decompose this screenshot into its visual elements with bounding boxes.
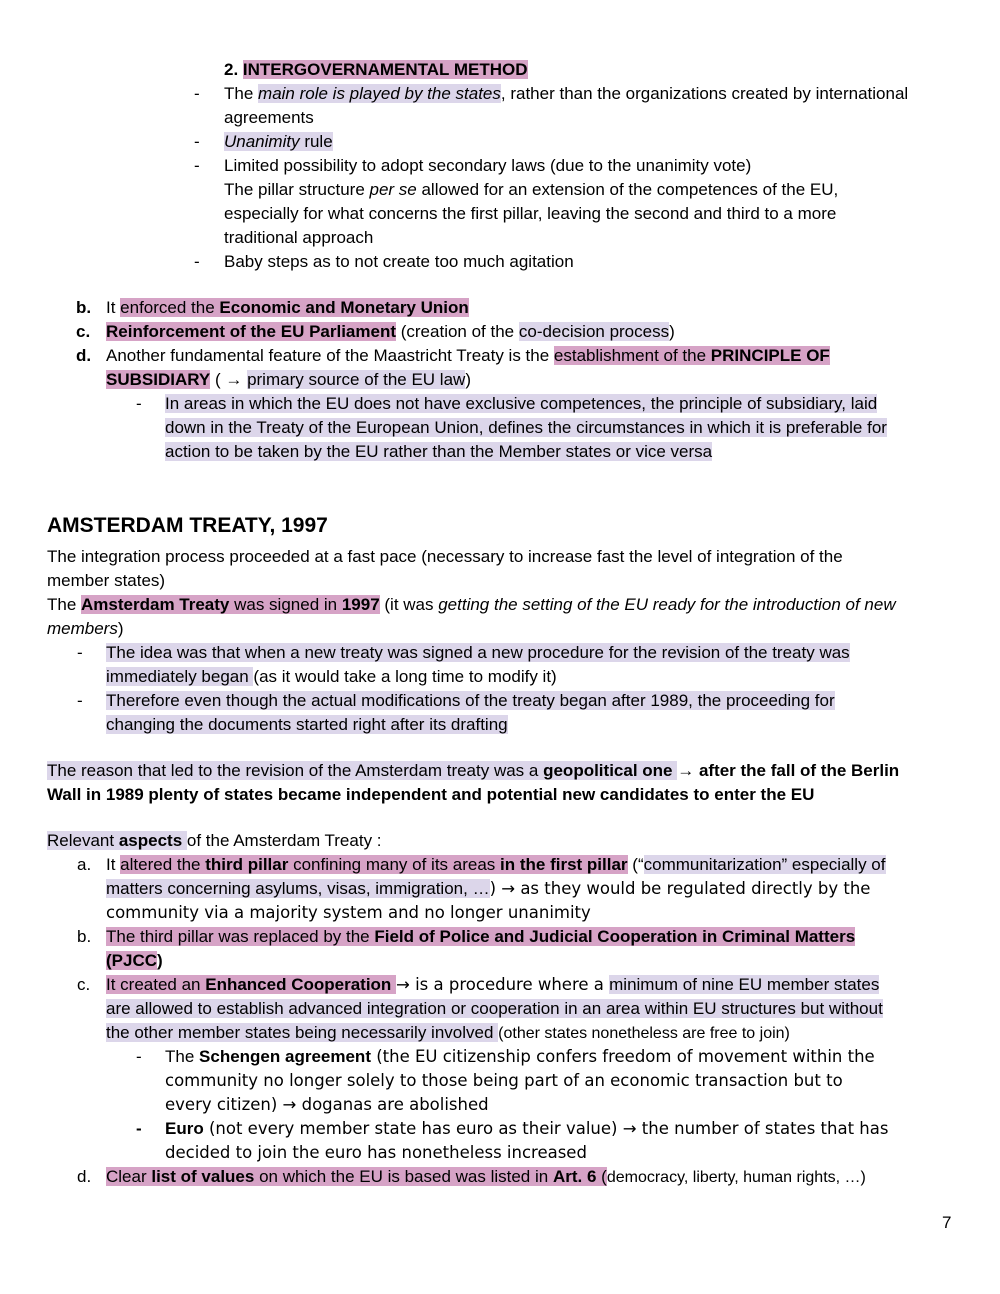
text: community no longer solely to those being part of an economic transaction but to [165, 1071, 843, 1090]
text: (as it would take a long time to modify it) [253, 667, 557, 686]
sub-subsidiary-1 [165, 392, 877, 416]
italic-text: members [47, 619, 118, 638]
list-marker-c2: c. [77, 975, 91, 994]
para-relevant-aspects [47, 829, 382, 853]
item-parliament [106, 320, 675, 344]
highlight: areas in which the EU does not have exclusive competences, the principle of subsidiary, laid [183, 394, 878, 413]
bold-text: ) [157, 951, 163, 970]
sub-euro-cont [165, 1141, 587, 1165]
highlight: immediately began [106, 667, 254, 686]
text: of the Amsterdam Treaty : [186, 831, 382, 850]
highlight: confining many of its areas [288, 855, 501, 874]
text: , rather than the organizations created by international [500, 84, 909, 103]
text: traditional approach [224, 228, 374, 247]
bold-text: Schengen agreement [199, 1047, 371, 1066]
bullet-secondary-laws-cont2 [224, 202, 836, 226]
text: Baby steps as to not create too much agitation [224, 252, 574, 271]
highlight: down in the Treaty of the European Union, defines the circumstances in which it is preferable for [165, 418, 887, 437]
italic-text: Unanimity [224, 132, 300, 151]
highlight: the other member states being necessarily involved [106, 1023, 499, 1042]
bullet-main-role [224, 82, 908, 106]
dash-marker: - [136, 394, 142, 413]
bold-text: in the first pillar [500, 855, 628, 874]
text: democracy, liberty, human rights, …) [606, 1169, 866, 1186]
sub-euro [165, 1117, 888, 1141]
para-reason [47, 759, 899, 783]
item-subsidiary [106, 344, 830, 368]
bold-text: Enhanced Cooperation [205, 975, 397, 994]
highlight: enforced the [120, 298, 220, 317]
text: ) [669, 322, 675, 341]
highlight: establishment of the [553, 346, 711, 365]
aspect-pjcc [106, 925, 855, 949]
highlight: was signed in [229, 595, 342, 614]
highlight: matters concerning asylums, visas, immigration, … [106, 879, 490, 898]
dash-marker: - [136, 1119, 142, 1138]
bold-text: list of values [151, 1167, 255, 1186]
highlight: The idea was that when a new treaty was signed a new procedure for the revision of the treaty was [106, 643, 850, 662]
text: (creation of the [396, 322, 519, 341]
para-integration-cont [47, 569, 165, 593]
bold-text: after the fall of the Berlin [694, 761, 900, 780]
heading-number: 2. [224, 60, 243, 79]
aspect-enhanced-cooperation-cont1 [106, 997, 883, 1021]
text: (“ [627, 855, 644, 874]
text: The pillar structure [224, 180, 370, 199]
highlight: altered the [120, 855, 206, 874]
page-number: 7 [942, 1213, 952, 1232]
dash-marker: - [194, 84, 200, 103]
list-marker-d2: d. [77, 1167, 92, 1186]
bold-text: Economic and Monetary Union [219, 298, 469, 317]
text: ) [465, 370, 471, 389]
bold-text: Wall in 1989 plenty of states became independent and potential new candidates to enter the EU [47, 785, 815, 804]
bold-text: Field of Police and Judicial Cooperation in Criminal Matters [374, 927, 856, 946]
text: decided to join the euro has nonetheless increased [165, 1143, 587, 1162]
italic-text: getting the setting of the EU ready for the introduction of new [438, 595, 896, 614]
highlight: It created an [106, 975, 206, 994]
para-signed-cont [47, 617, 124, 641]
text: ) → as they would be regulated directly by the [489, 879, 871, 898]
list-marker-a: a. [77, 855, 92, 874]
highlight: minimum of nine EU member states [609, 975, 880, 994]
aspect-enhanced-cooperation [106, 973, 879, 997]
bold-highlight: SUBSIDIARY [106, 370, 211, 389]
bullet-secondary-laws-cont3 [224, 226, 373, 250]
text: The [165, 1047, 200, 1066]
para-integration [47, 545, 843, 569]
section-title-amsterdam: AMSTERDAM TREATY, 1997 [47, 514, 328, 537]
text: Another fundamental feature of the Maastricht Treaty is the [106, 346, 554, 365]
highlight: The reason that led to the revision of the Amsterdam treaty was a [47, 761, 544, 780]
dash-revision-2-cont [106, 713, 508, 737]
bold-text: Amsterdam Treaty [81, 595, 230, 614]
text: → is a procedure where a [396, 975, 610, 994]
text: (other states nonetheless are free to join) [498, 1025, 790, 1042]
para-signed [47, 593, 896, 617]
text: member states) [47, 571, 166, 590]
item-subsidiary-cont [106, 368, 471, 392]
dash-revision-2 [106, 689, 835, 713]
highlight: The third pillar was replaced by the [106, 927, 375, 946]
text: allowed for an extension of the competences of the EU, [416, 180, 839, 199]
text: The [224, 84, 259, 103]
dash-revision-1 [106, 641, 850, 665]
text: rule [299, 132, 333, 151]
highlight: Therefore even though the actual modifications of the treaty began after 1989, the proceeding for [106, 691, 835, 710]
arrow-glyph: → [677, 761, 695, 780]
aspect-pjcc-cont [106, 949, 163, 973]
highlight: primary source of the EU law [247, 370, 466, 389]
dash-marker: - [77, 691, 83, 710]
highlight: Relevant [47, 831, 119, 850]
highlight: communitarization” especially of [643, 855, 886, 874]
bold-highlight: (PJCC [106, 951, 158, 970]
bullet-secondary-laws-cont1 [224, 178, 838, 202]
heading-text: INTERGOVERNAMENTAL METHOD [242, 60, 528, 79]
bold-text: Euro [165, 1119, 204, 1138]
text: ( → [210, 370, 248, 389]
para-reason-cont [47, 783, 814, 807]
heading-intergovernamental [224, 58, 528, 82]
bold-highlight: Reinforcement of the EU Parliament [106, 322, 397, 341]
bold-text: Art. 6 [552, 1167, 597, 1186]
text: agreements [224, 108, 314, 127]
text: (not every member state has euro as their value) → the number of states that has [203, 1119, 889, 1138]
aspect-third-pillar-cont1 [106, 877, 870, 901]
text: especially for what concerns the first pillar, leaving the second and third to a more [224, 204, 837, 223]
highlight: changing the documents started right after its drafting [106, 715, 508, 734]
dash-marker: - [194, 252, 200, 271]
highlight: are allowed to establish advanced integration or cooperation in an area within EU structures but without [106, 999, 883, 1018]
text: ) [117, 619, 124, 638]
text: community via a majority system and no longer unanimity [106, 903, 591, 922]
highlight: main role is played by the states [258, 84, 501, 103]
highlight: Clear [106, 1167, 152, 1186]
text: It [106, 855, 121, 874]
text: (it was [379, 595, 439, 614]
bold-text: PRINCIPLE OF [710, 346, 830, 365]
bullet-unanimity [224, 130, 333, 154]
dash-marker: - [194, 132, 200, 151]
sub-schengen [165, 1045, 875, 1069]
text: (the EU citizenship confers freedom of movement within the [370, 1047, 875, 1066]
text: Limited possibility to adopt secondary laws (due to the unanimity vote) [224, 156, 752, 175]
bold-text: aspects [118, 831, 187, 850]
bullet-baby-steps [224, 250, 574, 274]
list-marker-b: b. [76, 298, 92, 317]
aspect-values [106, 1165, 866, 1190]
text: The [47, 595, 82, 614]
highlight: co-decision process [518, 322, 670, 341]
sub-subsidiary-2 [165, 416, 887, 440]
dash-marker: - [194, 156, 200, 175]
text: The integration process proceeded at a fast pace (necessary to increase fast the level of integration of the [47, 547, 843, 566]
text: In [165, 394, 184, 413]
list-marker-c: c. [76, 322, 91, 341]
text: It [106, 298, 121, 317]
dash-marker: - [77, 643, 83, 662]
bold-text: third pillar [205, 855, 289, 874]
list-marker-b2: b. [77, 927, 92, 946]
sub-schengen-cont1 [165, 1069, 843, 1093]
item-emu [106, 296, 469, 320]
aspect-third-pillar-cont2 [106, 901, 591, 925]
highlight: action to be taken by the EU rather than the Member states or vice versa [165, 442, 713, 461]
bold-highlight: geopolitical one [543, 761, 678, 780]
aspect-third-pillar [106, 853, 886, 877]
dash-revision-1-cont [106, 665, 557, 689]
bullet-main-role-cont [224, 106, 314, 130]
highlight: on which the EU is based was listed in [254, 1167, 553, 1186]
text: every citizen) → doganas are abolished [165, 1095, 489, 1114]
sub-subsidiary-3 [165, 440, 712, 464]
aspect-enhanced-cooperation-cont2 [106, 1021, 790, 1046]
dash-marker: - [136, 1047, 142, 1066]
highlight: ( [596, 1167, 607, 1186]
bullet-secondary-laws [224, 154, 751, 178]
bold-text: 1997 [341, 595, 380, 614]
list-marker-d: d. [76, 346, 92, 365]
sub-schengen-cont2 [165, 1093, 489, 1117]
italic-text: per se [369, 180, 417, 199]
